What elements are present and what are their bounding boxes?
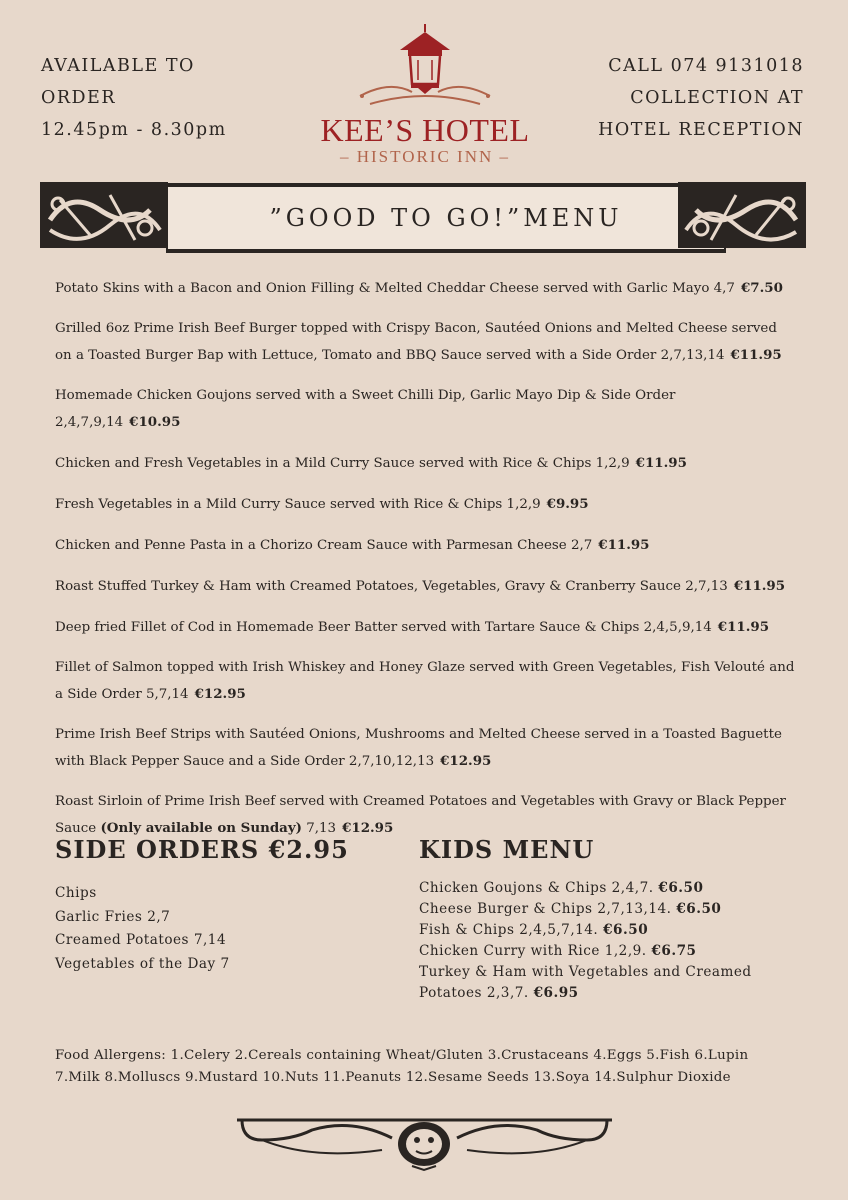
- availability-line: AVAILABLE TO: [41, 56, 195, 76]
- menu-item: [55, 573, 795, 600]
- menu-item: [55, 614, 795, 641]
- menu-item: [55, 383, 795, 436]
- kids-menu-heading: KIDS MENU: [419, 835, 595, 864]
- menu-banner: [40, 180, 806, 252]
- availability-line: 12.45pm - 8.30pm: [41, 120, 227, 140]
- kids-menu-list: [419, 878, 799, 1004]
- list-item: [419, 962, 799, 1004]
- list-item: [419, 878, 799, 899]
- item-price: €7.50: [740, 280, 783, 296]
- kids-item-price: €6.50: [658, 880, 704, 896]
- celtic-knot-icon: [676, 180, 806, 252]
- kids-item-price: €6.50: [603, 922, 649, 938]
- ornament-icon: [232, 1110, 617, 1172]
- allergen-line: Food Allergens: 1.Celery 2.Cereals containing Wheat/Gluten 3.Crustaceans 4.Eggs 5.Fish 6.Lupin: [55, 1048, 749, 1063]
- item-price: €12.95: [342, 820, 394, 836]
- menu-item: [55, 316, 795, 369]
- list-item: [419, 920, 799, 941]
- item-description: Deep fried Fillet of Cod in Homemade Beer Batter served with Tartare Sauce & Chips 2,4,5,9,14: [55, 620, 712, 635]
- contact-line: COLLECTION AT: [630, 88, 804, 108]
- item-description: Chicken and Penne Pasta in a Chorizo Cream Sauce with Parmesan Cheese 2,7: [55, 538, 593, 553]
- menu-item: [55, 722, 795, 775]
- item-price: €11.95: [733, 578, 786, 594]
- kids-item-text: Fish & Chips 2,4,5,7,14.: [419, 922, 599, 938]
- lantern-icon: [300, 22, 550, 112]
- item-price: €12.95: [194, 686, 246, 702]
- menu-item: [55, 275, 795, 302]
- kids-item-price: €6.50: [676, 901, 722, 917]
- item-description: Roast Sirloin of Prime Irish Beef served with Creamed Potatoes and Vegetables with Gravy or Black Pepper Sauce: [55, 794, 786, 836]
- menu-item: [55, 450, 795, 477]
- item-description: Homemade Chicken Goujons served with a Sweet Chilli Dip, Garlic Mayo Dip & Side Order 2,4,7,9,14: [55, 388, 676, 430]
- item-description: Prime Irish Beef Strips with Sautéed Onions, Mushrooms and Melted Cheese served in a Toasted Baguette with Black Pepper Sauce and a Side Order 2,7,10,12,13: [55, 727, 782, 769]
- hotel-logo: [300, 22, 550, 172]
- list-item: Vegetables of the Day 7: [55, 955, 230, 972]
- item-description: Grilled 6oz Prime Irish Beef Burger topped with Crispy Bacon, Sautéed Onions and Melted Cheese served on a Toasted Burger Bap with Lettuce, Tomato and BBQ Sauce served with a Side Order 2,7,13,14: [55, 321, 777, 363]
- sunday-note: (Only available on Sunday): [100, 820, 302, 836]
- item-description: Chicken and Fresh Vegetables in a Mild Curry Sauce served with Rice & Chips 1,2,9: [55, 456, 630, 471]
- availability-info: [41, 50, 227, 146]
- list-item: [419, 941, 799, 962]
- kids-item-text: Chicken Curry with Rice 1,2,9.: [419, 943, 647, 959]
- list-item: Chips: [55, 885, 97, 901]
- contact-line: HOTEL RECEPTION: [598, 120, 804, 140]
- item-price: €10.95: [129, 414, 181, 430]
- menu-item: [55, 532, 795, 559]
- item-description: Fillet of Salmon topped with Irish Whiskey and Honey Glaze served with Green Vegetables, Fish Velouté and a Side Order 5,7,14: [55, 660, 795, 702]
- menu-item: [55, 655, 795, 708]
- item-price: €11.95: [730, 347, 782, 363]
- banner-title: ”GOOD TO GO!”MENU: [166, 183, 726, 253]
- side-orders-list: [55, 882, 230, 976]
- side-orders-heading: SIDE ORDERS €2.95: [55, 835, 349, 864]
- kids-item-text: Turkey & Ham with Vegetables and Creamed Potatoes 2,3,7.: [419, 964, 752, 1001]
- menu-list: [55, 275, 795, 856]
- item-allergens: 7,13: [301, 821, 337, 836]
- hotel-name: KEE’S HOTEL: [320, 112, 530, 148]
- availability-line: ORDER: [41, 88, 117, 108]
- kids-item-text: Cheese Burger & Chips 2,7,13,14.: [419, 901, 672, 917]
- item-price: €11.95: [635, 455, 687, 471]
- list-item: [419, 899, 799, 920]
- item-price: €11.95: [598, 537, 650, 553]
- kids-item-price: €6.95: [533, 985, 579, 1001]
- kids-item-price: €6.75: [651, 943, 697, 959]
- item-description: Potato Skins with a Bacon and Onion Filling & Melted Cheddar Cheese served with Garlic Mayo 4,7: [55, 281, 735, 296]
- allergen-line: 7.Milk 8.Molluscs 9.Mustard 10.Nuts 11.Peanuts 12.Sesame Seeds 13.Soya 14.Sulphur Dioxide: [55, 1070, 731, 1085]
- contact-info: [598, 50, 804, 146]
- list-item: Creamed Potatoes 7,14: [55, 932, 227, 948]
- contact-line: CALL 074 9131018: [608, 56, 804, 76]
- kids-item-text: Chicken Goujons & Chips 2,4,7.: [419, 880, 654, 896]
- celtic-knot-icon: [40, 180, 170, 252]
- allergen-legend: [55, 1045, 815, 1089]
- item-price: €12.95: [440, 753, 492, 769]
- list-item: Garlic Fries 2,7: [55, 908, 171, 925]
- item-price: €9.95: [546, 496, 589, 512]
- item-description: Fresh Vegetables in a Mild Curry Sauce served with Rice & Chips 1,2,9: [55, 497, 541, 512]
- menu-item: [55, 491, 795, 518]
- hotel-subtitle: – HISTORIC INN –: [339, 147, 511, 166]
- item-price: €11.95: [717, 619, 770, 635]
- item-description: Roast Stuffed Turkey & Ham with Creamed Potatoes, Vegetables, Gravy & Cranberry Sauce 2,7,13: [55, 579, 728, 594]
